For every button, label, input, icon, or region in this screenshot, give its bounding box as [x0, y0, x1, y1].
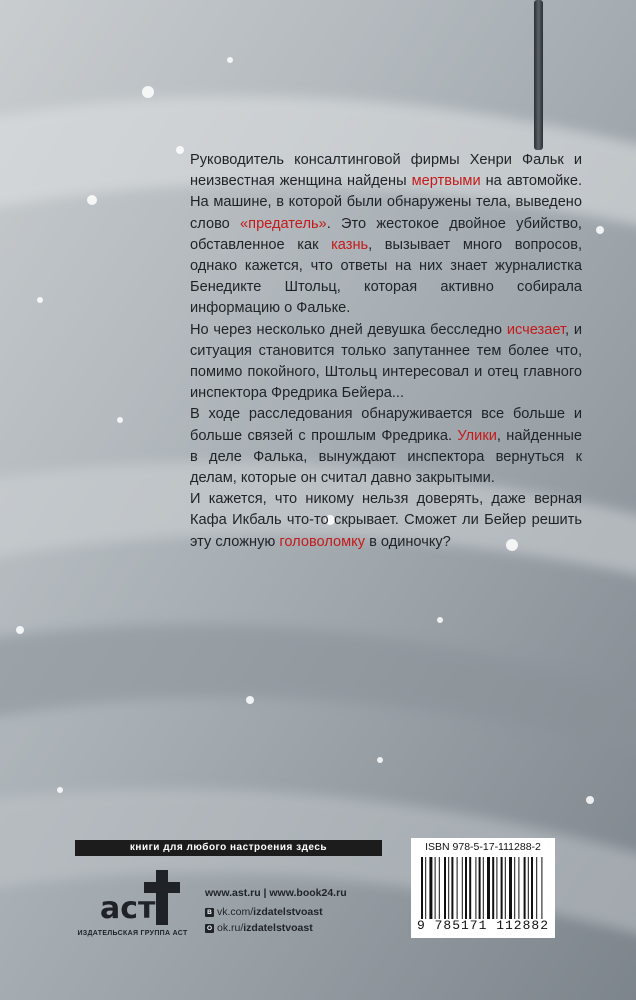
barcode-bar [429, 857, 432, 919]
barcode-bar [435, 857, 436, 919]
publisher-websites[interactable]: www.ast.ru | www.book24.ru [205, 887, 347, 899]
ok-link[interactable]: O ok.ru/ izdatelstvoast [206, 922, 313, 934]
barcode-number: 9 785171 112882 [416, 918, 550, 933]
snow-pole [534, 0, 543, 150]
blurb-paragraph-4: И кажется, что никому нельзя доверять, даже верная Кафа Икбаль что-то скрывает. Сможет ли Бейер решить эту сложную головоломку в одиночку? [190, 491, 582, 550]
barcode-bar [448, 857, 449, 919]
barcode-bar [469, 857, 471, 919]
series-tagline: книги для любого настроения здесь [75, 840, 382, 856]
barcode-icon [419, 857, 547, 919]
highlight-word: Улики [457, 427, 497, 444]
barcode-bar [483, 857, 484, 919]
highlight-word: «предатель» [240, 215, 327, 232]
blurb-paragraph-3: В ходе расследования обнаруживается все больше и больше связей с прошлым Фредрика. Улики, найденные в деле Фалька, вынуждают инспектора вернуться к делам, которые он считал давно закрытыми. [190, 406, 582, 487]
highlight-word: исчезает [506, 321, 566, 338]
blurb-paragraph-2: Но через несколько дней девушка бесследно исчезает, и ситуация становится только запутаннее тем более что, помимо покойного, Штольц интересовал и отец главного инспектора Фредрика Бейера... [190, 321, 583, 402]
barcode-bar [421, 857, 423, 919]
vk-icon: B [205, 908, 214, 917]
barcode-bar [475, 857, 476, 919]
barcode-bar [496, 857, 497, 919]
highlight-word: казнь [331, 236, 369, 253]
barcode-bar [514, 857, 515, 919]
logo-text: аст [100, 891, 156, 926]
barcode-bar [536, 857, 537, 919]
highlight-word: головоломку [279, 533, 366, 550]
barcode-bar [457, 857, 458, 919]
publisher-subtitle: ИЗДАТЕЛЬСКАЯ ГРУППА АСТ [77, 930, 188, 937]
barcode-bar [487, 857, 490, 919]
barcode-bar [528, 857, 529, 919]
ok-icon: O [206, 924, 213, 932]
barcode-bar [531, 857, 533, 919]
barcode-bar [524, 857, 526, 919]
barcode-bar [465, 857, 467, 919]
book-blurb [190, 150, 582, 553]
barcode-bar [479, 857, 481, 919]
isbn-barcode-block [411, 838, 555, 938]
barcode-bar [425, 857, 426, 919]
blurb-paragraph-1: Руководитель консалтинговой фирмы Хенри Фальк и неизвестная женщина найдены мертвыми на автомойке. На машине, в которой были обнаружены тела, выведено слово «предатель». Это жестокое двойное убийство, обставленное как казнь, вызывает много вопросов, однако кажется, что ответы на них знает журналистка Бенедикте Штольц, которая активно собирала информацию о Фальке. [190, 152, 583, 317]
barcode-bar [518, 857, 519, 919]
highlight-word: мертвыми [411, 173, 481, 190]
barcode-bar [444, 857, 446, 919]
isbn-label: ISBN 978-5-17-111288-2 [425, 841, 541, 853]
barcode-bar [492, 857, 494, 919]
barcode-bar [501, 857, 503, 919]
barcode-bar [462, 857, 463, 919]
barcode-bar [541, 857, 542, 919]
vk-link[interactable]: B vk.com/ izdatelstvoast [205, 906, 323, 918]
barcode-bar [439, 857, 440, 919]
barcode-bar [505, 857, 506, 919]
barcode-bar [451, 857, 453, 919]
barcode-bar [509, 857, 512, 919]
